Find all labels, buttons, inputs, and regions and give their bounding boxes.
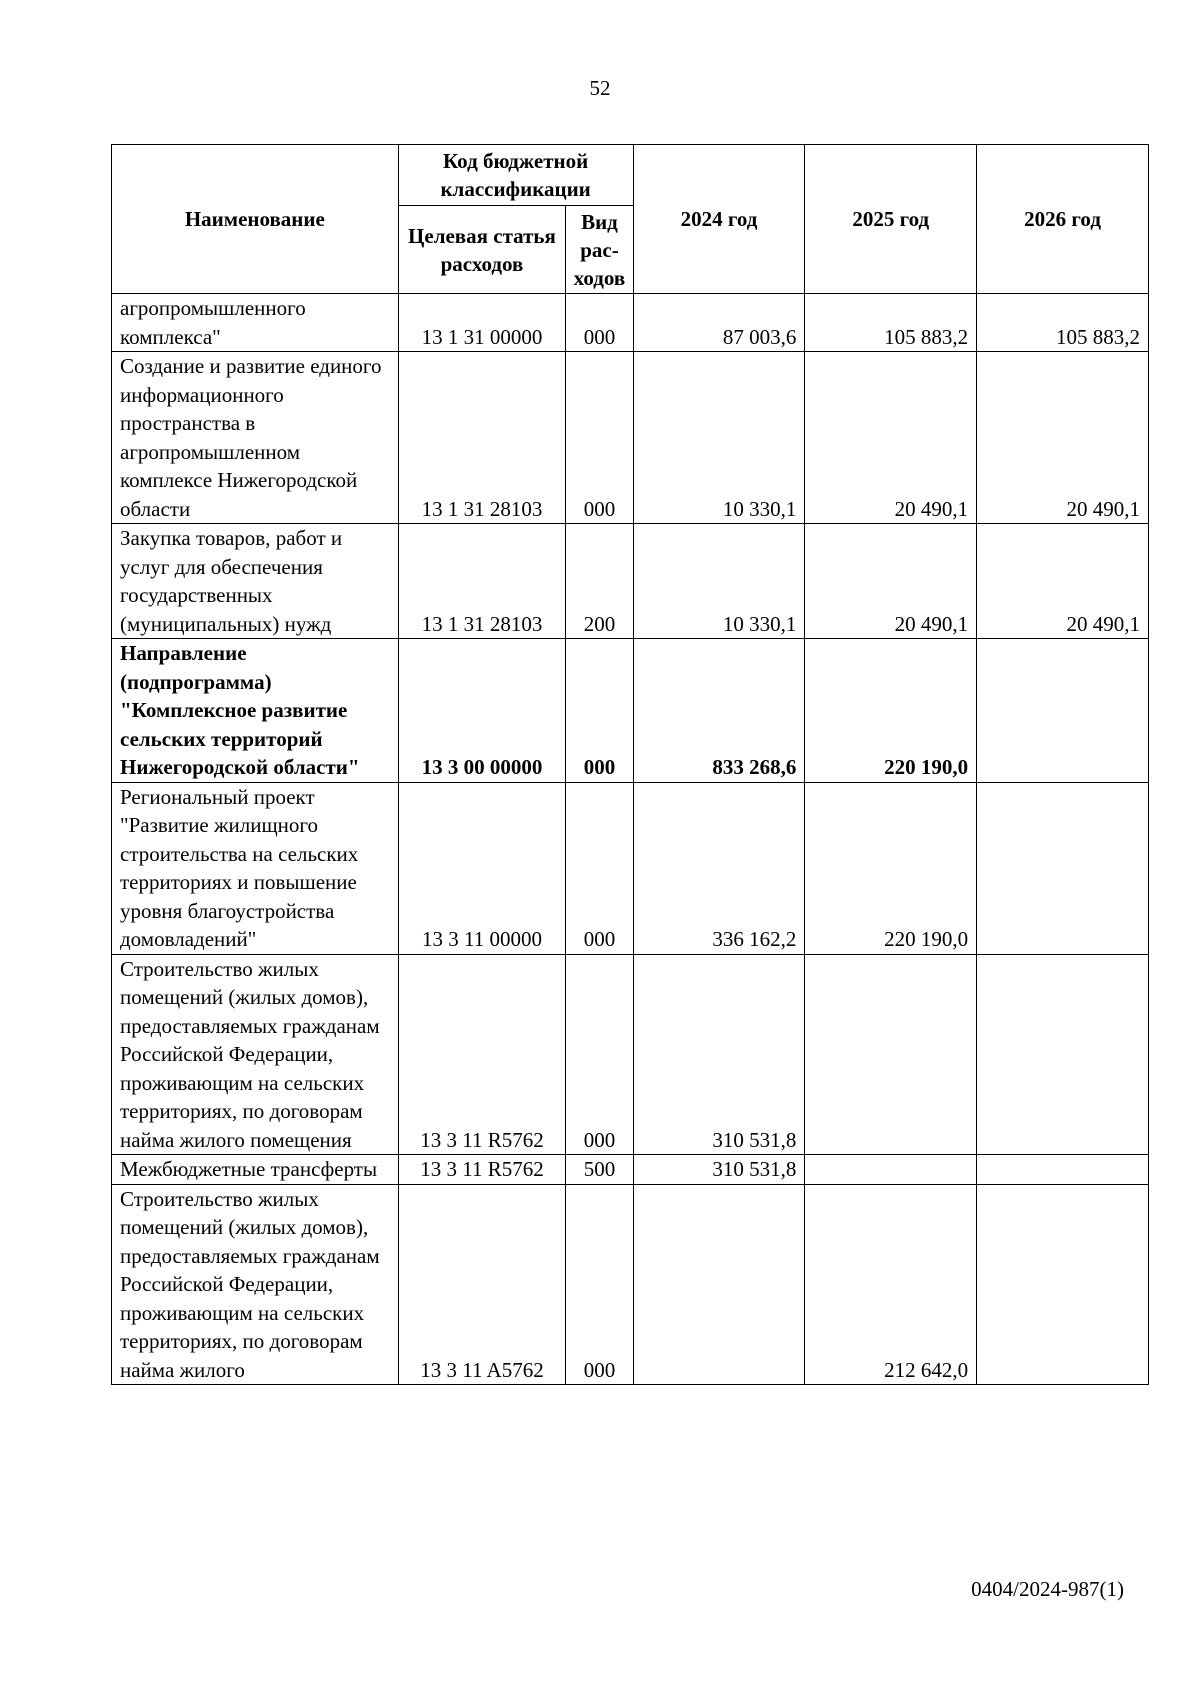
row-2024-cell: 310 531,8 bbox=[633, 1155, 805, 1185]
row-2026-cell bbox=[977, 639, 1149, 783]
table-row bbox=[112, 1155, 1149, 1185]
row-2025-cell bbox=[805, 1155, 977, 1185]
row-2024-cell: 10 330,1 bbox=[633, 524, 805, 639]
row-2026-cell: 20 490,1 bbox=[977, 524, 1149, 639]
table-row bbox=[112, 294, 1149, 352]
row-2025-cell: 20 490,1 bbox=[805, 524, 977, 639]
row-type-cell: 000 bbox=[566, 352, 633, 524]
row-code-cell: 13 3 11 R5762 bbox=[398, 954, 566, 1155]
table-row bbox=[112, 782, 1149, 954]
table-row bbox=[112, 639, 1149, 783]
row-name-cell: агропромышленного комплекса" bbox=[112, 294, 399, 352]
header-target-article: Целевая статья расходов bbox=[398, 206, 566, 294]
table-row bbox=[112, 1184, 1149, 1385]
row-type-cell: 000 bbox=[566, 782, 633, 954]
row-name-cell: Региональный проект "Развитие жилищного строительства на сельских территориях и повышение уровня благоустройства домовладений" bbox=[112, 782, 399, 954]
row-2024-cell: 336 162,2 bbox=[633, 782, 805, 954]
header-2026: 2026 год bbox=[977, 145, 1149, 294]
header-2024: 2024 год bbox=[633, 145, 805, 294]
row-2024-cell: 833 268,6 bbox=[633, 639, 805, 783]
row-2024-cell bbox=[633, 1184, 805, 1385]
row-type-cell: 000 bbox=[566, 1184, 633, 1385]
header-name: Наименование bbox=[112, 145, 399, 294]
row-2026-cell bbox=[977, 1184, 1149, 1385]
header-2025: 2025 год bbox=[805, 145, 977, 294]
table-row bbox=[112, 352, 1149, 524]
table-row bbox=[112, 524, 1149, 639]
row-2026-cell: 105 883,2 bbox=[977, 294, 1149, 352]
row-2024-cell: 10 330,1 bbox=[633, 352, 805, 524]
row-name-cell: Направление (подпрограмма) "Комплексное развитие сельских территорий Нижегородской области" bbox=[112, 639, 399, 783]
row-type-cell: 000 bbox=[566, 954, 633, 1155]
row-code-cell: 13 3 00 00000 bbox=[398, 639, 566, 783]
header-code-group: Код бюджетной классификации bbox=[398, 145, 633, 206]
row-type-cell: 500 bbox=[566, 1155, 633, 1185]
header-expense-type: Вид рас-ходов bbox=[566, 206, 633, 294]
row-2025-cell bbox=[805, 954, 977, 1155]
row-code-cell: 13 1 31 28103 bbox=[398, 352, 566, 524]
row-name-cell: Строительство жилых помещений (жилых домов), предоставляемых гражданам Российской Федерации, проживающим на сельских территориях, по договорам найма жилого помещения bbox=[112, 954, 399, 1155]
row-2024-cell: 87 003,6 bbox=[633, 294, 805, 352]
row-2025-cell: 20 490,1 bbox=[805, 352, 977, 524]
row-2026-cell: 20 490,1 bbox=[977, 352, 1149, 524]
budget-table bbox=[111, 144, 1149, 1385]
row-2025-cell: 220 190,0 bbox=[805, 639, 977, 783]
row-name-cell: Межбюджетные трансферты bbox=[112, 1155, 399, 1185]
page-number: 52 bbox=[589, 76, 611, 100]
row-name-cell: Строительство жилых помещений (жилых домов), предоставляемых гражданам Российской Федерации, проживающим на сельских территориях, по договорам найма жилого bbox=[112, 1184, 399, 1385]
row-type-cell: 200 bbox=[566, 524, 633, 639]
row-type-cell: 000 bbox=[566, 639, 633, 783]
row-code-cell: 13 3 11 R5762 bbox=[398, 1155, 566, 1185]
row-type-cell: 000 bbox=[566, 294, 633, 352]
row-2024-cell: 310 531,8 bbox=[633, 954, 805, 1155]
row-2025-cell: 220 190,0 bbox=[805, 782, 977, 954]
document-id: 0404/2024-987(1) bbox=[971, 1577, 1124, 1601]
row-name-cell: Создание и развитие единого информационного пространства в агропромышленном комплексе Нижегородской области bbox=[112, 352, 399, 524]
row-name-cell: Закупка товаров, работ и услуг для обеспечения государственных (муниципальных) нужд bbox=[112, 524, 399, 639]
row-2026-cell bbox=[977, 954, 1149, 1155]
row-2026-cell bbox=[977, 1155, 1149, 1185]
row-2026-cell bbox=[977, 782, 1149, 954]
row-code-cell: 13 3 11 A5762 bbox=[398, 1184, 566, 1385]
row-2025-cell: 212 642,0 bbox=[805, 1184, 977, 1385]
row-code-cell: 13 1 31 00000 bbox=[398, 294, 566, 352]
row-2025-cell: 105 883,2 bbox=[805, 294, 977, 352]
row-code-cell: 13 3 11 00000 bbox=[398, 782, 566, 954]
row-code-cell: 13 1 31 28103 bbox=[398, 524, 566, 639]
table-row bbox=[112, 954, 1149, 1155]
